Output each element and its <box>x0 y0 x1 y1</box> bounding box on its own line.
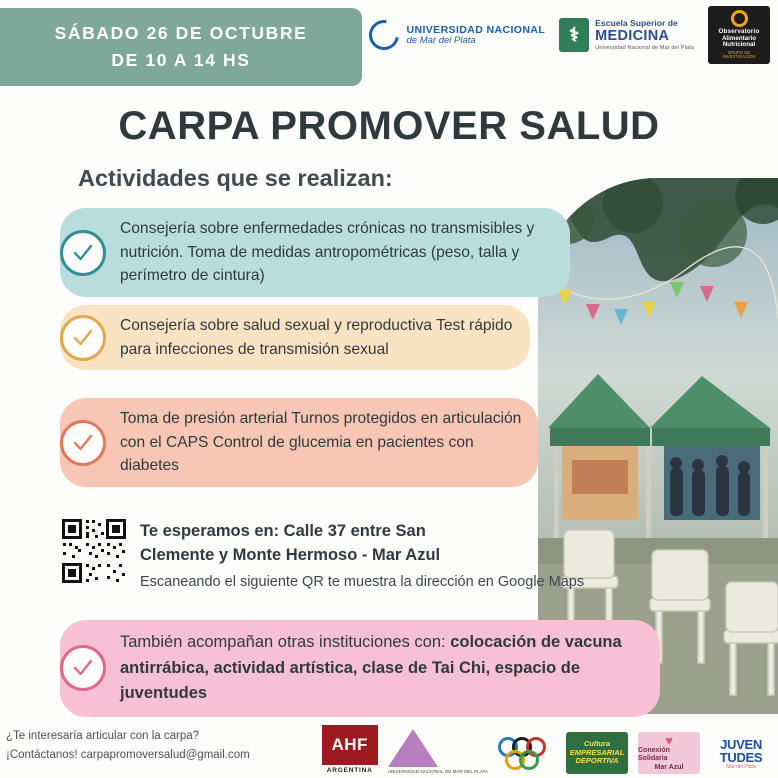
activity-text-3: Toma de presión arterial Turnos protegidos en articulación con el CAPS Control de glucemia en pacientes con diabetes <box>120 410 522 475</box>
juventudes-line-1: JUVEN <box>720 736 762 752</box>
ahf-logo <box>322 725 378 774</box>
observatorio-logo <box>708 6 770 64</box>
conexion-solidaria-logo <box>638 732 700 774</box>
observatorio-line-1: Observatorio <box>718 28 760 35</box>
footer-line-1: ¿Te interesaría articular con la carpa? <box>6 729 200 742</box>
activity-row-3 <box>60 398 538 487</box>
check-circle-icon <box>60 230 106 276</box>
institutions-row <box>60 620 660 717</box>
observatorio-ring-icon <box>731 10 748 27</box>
footer-line-2[interactable]: ¡Contáctanos! carpapromoversalud@gmail.com <box>6 749 250 762</box>
footer-contact <box>6 727 306 766</box>
activity-text-1: Consejería sobre enfermedades crónicas no transmisibles y nutrición. Toma de medidas antropométricas (peso, talla y perímetro de cintura) <box>120 220 535 285</box>
conexion-line-2: Mar Azul <box>654 763 684 771</box>
unmdp-logo <box>369 20 545 50</box>
olympic-rings-logo <box>498 734 556 774</box>
check-circle-icon <box>60 420 106 466</box>
qr-note: Escaneando el siguiente QR te muestra la dirección en Google Maps <box>140 574 585 590</box>
triangle-caption: UNIVERSIDAD NACIONAL DE MAR DEL PLATA <box>387 769 488 774</box>
medicina-logo-line-1: Escuela Superior de <box>595 18 678 29</box>
medicina-logo-line-2: MEDICINA <box>595 27 670 44</box>
cultura-line-1: Cultura <box>583 739 611 749</box>
unmdp-logo-line-2: de Mar del Plata <box>406 34 476 46</box>
date-line-2: DE 10 A 14 HS <box>111 50 251 70</box>
cultura-line-2: EMPRESARIAL <box>569 747 625 757</box>
observatorio-line-4: GRUPO DE INVESTIGACIÓN <box>722 49 756 59</box>
activity-row-1 <box>60 208 570 297</box>
location-title: Te esperamos en: Calle 37 entre San Clemente y Monte Hermoso - Mar Azul <box>140 522 441 564</box>
conexion-line-1: Conexión Solidaria <box>638 746 670 763</box>
observatorio-line-3: Nutricional <box>722 41 756 48</box>
header-logos <box>369 6 770 64</box>
date-line-1: SÁBADO 26 DE OCTUBRE <box>54 22 308 43</box>
page-subtitle: Actividades que se realizan: <box>78 165 393 191</box>
universidad-triangle-logo <box>388 729 488 774</box>
cultura-deportiva-logo <box>566 732 628 774</box>
unmdp-mark-icon <box>364 14 406 56</box>
cultura-line-3: DEPORTIVA <box>575 756 619 766</box>
juventudes-logo <box>710 734 772 774</box>
unmdp-logo-line-1: UNIVERSIDAD NACIONAL <box>406 23 546 36</box>
book-icon: ⚕ <box>559 18 589 52</box>
check-circle-icon <box>60 315 106 361</box>
institutions-text-normal: También acompañan otras instituciones con: <box>120 633 451 651</box>
juventudes-line-2: TUDES <box>719 750 763 766</box>
ahf-mark: AHF <box>322 725 378 765</box>
activity-text-2: Consejería sobre salud sexual y reproductiva Test rápido para infecciones de transmisión sexual <box>120 317 513 358</box>
observatorio-line-2: Alimentario <box>721 34 757 42</box>
activity-row-2 <box>60 305 530 370</box>
qr-code-icon[interactable] <box>60 517 128 585</box>
heart-icon: ♥ <box>665 732 673 748</box>
page-title: CARPA PROMOVER SALUD <box>118 104 660 148</box>
institutions-text-bold: colocación de vacuna antirrábica, actividad artística, clase de Tai Chi, espacio de juventudes <box>120 633 622 703</box>
medicina-logo <box>559 18 694 52</box>
ahf-caption: ARGENTINA <box>326 767 373 774</box>
check-circle-icon <box>60 645 106 691</box>
ring-green-icon <box>519 750 539 770</box>
juventudes-line-3: Mar del Plata <box>726 764 756 771</box>
date-banner <box>0 8 362 86</box>
footer-logos <box>322 725 772 774</box>
medicina-logo-line-3: Universidad Nacional de Mar del Plata <box>595 44 694 51</box>
triangle-icon <box>388 729 438 767</box>
